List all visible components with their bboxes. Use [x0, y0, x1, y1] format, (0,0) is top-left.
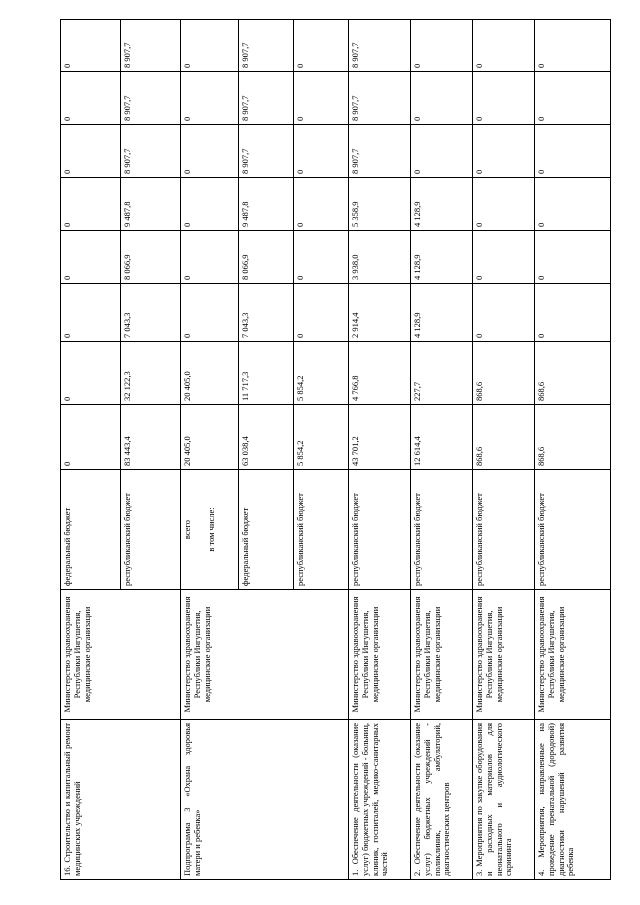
value-cell: 7 043,3 — [121, 284, 181, 342]
value-cell: 0 — [61, 284, 121, 342]
value-cell: 3 938,0 — [349, 231, 411, 284]
value-cell: 7 043,3 — [239, 284, 294, 342]
row-executor: Министерство здравоохранения Республики Ингушетия, медицинские организации — [473, 590, 535, 720]
value-cell: 0 — [181, 284, 239, 342]
value-cell: 0 — [61, 342, 121, 405]
value-cell: 868,6 — [535, 405, 611, 470]
value-cell: 0 — [61, 125, 121, 178]
value-cell: 0 — [181, 125, 239, 178]
table-row — [181, 20, 239, 880]
value-cell: 20 405,0 — [181, 342, 239, 405]
row-source: республиканский бюджет — [411, 470, 473, 590]
row-executor: Министерство здравоохранения Республики Ингушетия, медицинские организации — [181, 590, 349, 720]
value-cell: 0 — [411, 72, 473, 125]
row-executor: Министерство здравоохранения Республики Ингушетия, медицинские организации — [349, 590, 411, 720]
row-source: республиканский бюджет — [294, 470, 349, 590]
value-cell: 0 — [294, 125, 349, 178]
row-source: федеральный бюджет — [61, 470, 121, 590]
value-cell: 5 854,2 — [294, 405, 349, 470]
value-cell: 0 — [473, 284, 535, 342]
value-cell: 8 907,7 — [349, 125, 411, 178]
value-cell: 0 — [411, 125, 473, 178]
row-source: республиканский бюджет — [473, 470, 535, 590]
value-cell: 0 — [61, 231, 121, 284]
value-cell: 227,7 — [411, 342, 473, 405]
row-source: республиканский бюджет — [121, 470, 181, 590]
value-cell: 63 038,4 — [239, 405, 294, 470]
value-cell: 4 766,8 — [349, 342, 411, 405]
value-cell: 5 358,9 — [349, 178, 411, 231]
row-name: 1. Обеспечение деятельности (оказание услуг) бюджетных учреждений - больниц, клиник, госпиталей, медико-санитарных частей — [349, 720, 411, 880]
rotated-table-page — [60, 20, 610, 880]
value-cell: 0 — [535, 125, 611, 178]
value-cell: 0 — [535, 231, 611, 284]
value-cell: 0 — [473, 125, 535, 178]
value-cell: 8 066,9 — [121, 231, 181, 284]
value-cell: 0 — [294, 72, 349, 125]
value-cell: 0 — [61, 405, 121, 470]
value-cell: 0 — [473, 178, 535, 231]
value-cell: 9 487,8 — [121, 178, 181, 231]
value-cell: 8 907,7 — [349, 20, 411, 72]
value-cell: 11 717,3 — [239, 342, 294, 405]
table-row — [473, 20, 535, 880]
source-total-label: всего — [182, 519, 192, 540]
value-cell: 0 — [535, 20, 611, 72]
value-cell: 9 487,8 — [239, 178, 294, 231]
value-cell: 0 — [473, 20, 535, 72]
value-cell: 0 — [473, 231, 535, 284]
value-cell: 868,6 — [535, 342, 611, 405]
value-cell: 868,6 — [473, 405, 535, 470]
value-cell: 4 128,9 — [411, 178, 473, 231]
row-name: 4. Мероприятия, направленные на проведение пренатальной (дородовой) диагностики нарушений развития ребенка — [535, 720, 611, 880]
value-cell: 8 907,7 — [239, 20, 294, 72]
value-cell: 8 907,7 — [121, 20, 181, 72]
value-cell: 5 854,2 — [294, 342, 349, 405]
value-cell: 0 — [473, 72, 535, 125]
value-cell: 0 — [294, 178, 349, 231]
value-cell: 0 — [181, 178, 239, 231]
row-source: республиканский бюджет — [535, 470, 611, 590]
value-cell: 20 405,0 — [181, 405, 239, 470]
value-cell: 43 701,2 — [349, 405, 411, 470]
value-cell: 0 — [61, 20, 121, 72]
row-source — [181, 470, 239, 590]
row-name: 16. Строительство и капитальный ремонт медицинских учреждений — [61, 720, 181, 880]
value-cell: 4 128,9 — [411, 284, 473, 342]
value-cell: 0 — [294, 20, 349, 72]
row-executor: Министерство здравоохранения Республики Ингушетия, медицинские организации — [411, 590, 473, 720]
row-source: республиканский бюджет — [349, 470, 411, 590]
value-cell: 12 614,4 — [411, 405, 473, 470]
row-source: федеральный бюджет — [239, 470, 294, 590]
value-cell: 32 122,3 — [121, 342, 181, 405]
row-executor: Министерство здравоохранения Республики Ингушетия, медицинские организации — [61, 590, 181, 720]
value-cell: 0 — [411, 20, 473, 72]
value-cell: 0 — [61, 72, 121, 125]
value-cell: 8 907,7 — [121, 125, 181, 178]
value-cell: 8 907,7 — [121, 72, 181, 125]
value-cell: 0 — [181, 20, 239, 72]
value-cell: 8 907,7 — [239, 72, 294, 125]
table-row — [349, 20, 411, 880]
table-row — [535, 20, 611, 880]
value-cell: 868,6 — [473, 342, 535, 405]
table-row — [61, 20, 121, 880]
value-cell: 0 — [294, 284, 349, 342]
value-cell: 0 — [181, 72, 239, 125]
row-executor: Министерство здравоохранения Республики Ингушетия, медицинские организации — [535, 590, 611, 720]
value-cell: 0 — [535, 284, 611, 342]
value-cell: 0 — [181, 231, 239, 284]
value-cell: 0 — [535, 72, 611, 125]
row-name: 3. Мероприятия по закупке оборудования и расходных материалов для неонатального и аудиологического скрининга — [473, 720, 535, 880]
value-cell: 0 — [61, 178, 121, 231]
source-sub-label: в том числе: — [205, 507, 216, 552]
table-row — [411, 20, 473, 880]
value-cell: 83 443,4 — [121, 405, 181, 470]
value-cell: 0 — [294, 231, 349, 284]
value-cell: 4 128,9 — [411, 231, 473, 284]
value-cell: 8 066,9 — [239, 231, 294, 284]
value-cell: 8 907,7 — [239, 125, 294, 178]
budget-table — [60, 19, 611, 880]
row-name: Подпрограмма 3 «Охрана здоровья матери и ребенка» — [181, 720, 349, 880]
row-name: 2. Обеспечение деятельности (оказание услуг) бюджетных учреждений - поликлиник, амбулаторий, диагностических центров — [411, 720, 473, 880]
value-cell: 0 — [535, 178, 611, 231]
value-cell: 8 907,7 — [349, 72, 411, 125]
value-cell: 2 914,4 — [349, 284, 411, 342]
